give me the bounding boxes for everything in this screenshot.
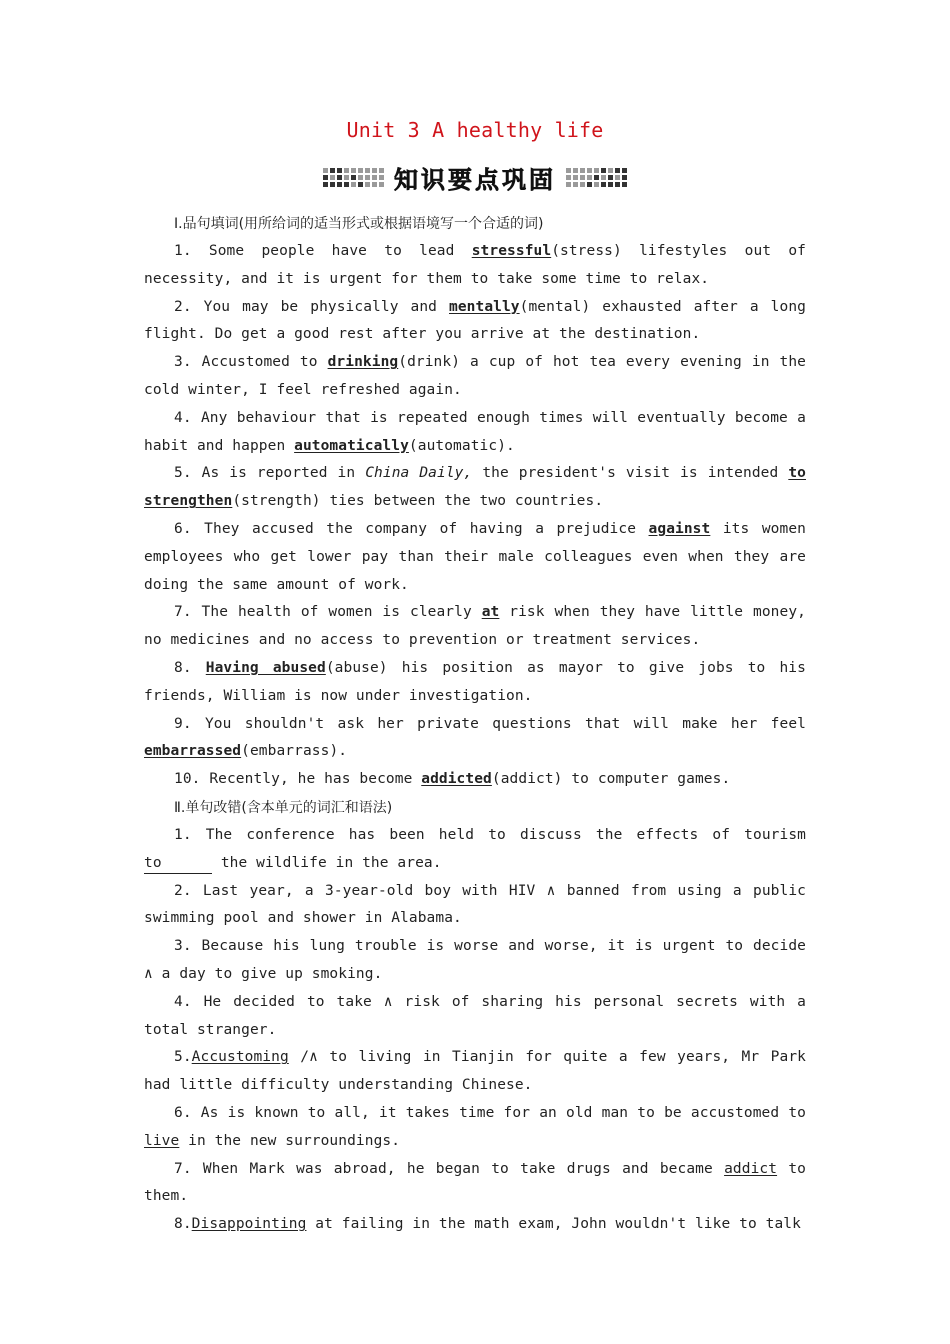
answer: against [648, 520, 711, 537]
fill-item-9: 9. You shouldn't ask her private questions that will make her feel embarrassed(embarrass). [144, 715, 806, 760]
fill-item-8: 8. Having abused(abuse) his position as mayor to give jobs to his friends, William is now under investigation. [144, 659, 806, 704]
answer: Having abused [205, 659, 326, 676]
italic-source: China Daily, [365, 465, 473, 482]
fill-item-3: 3. Accustomed to drinking(drink) a cup of hot tea every evening in the cold winter, I feel refreshed again. [144, 354, 807, 398]
correction-item-8: 8.Disappointing at failing in the math exam, John wouldn't like to talk [174, 1216, 801, 1233]
section-2-heading: Ⅱ.单句改错(含本单元的词汇和语法) [174, 799, 393, 816]
correction-item-2: 2. Last year, a 3-year-old boy with HIV ∧ banned from using a public swimming pool and shower in Alabama. [144, 882, 806, 927]
fill-item-10: 10. Recently, he has become addicted(addict) to computer games. [174, 771, 731, 788]
banner-heading: 知识要点巩固 [394, 165, 556, 194]
answer: embarrassed [144, 743, 242, 760]
document-title: Unit 3 A healthy life [346, 118, 604, 142]
answer: at [481, 604, 500, 621]
left-dot-ornament [323, 168, 384, 187]
right-dot-ornament [566, 168, 627, 187]
correction-item-6: 6. As is known to all, it takes time for an old man to be accustomed to live in the new surroundings. [144, 1104, 806, 1149]
error-word: Accustoming [191, 1049, 289, 1066]
fill-item-2: 2. You may be physically and mentally(mental) exhausted after a long flight. Do get a good rest after you arrive at the destination. [144, 298, 806, 343]
correction-item-1: 1. The conference has been held to discuss the effects of tourism to the wildlife in the area. [144, 822, 806, 878]
fill-item-7: 7. The health of women is clearly at risk when they have little money, no medicines and no access to prevention or treatment services. [144, 604, 806, 649]
document-page [144, 118, 806, 1239]
error-word: Disappointing [191, 1216, 307, 1233]
answer: drinking [327, 354, 399, 371]
fill-item-5: 5. As is reported in China Daily, the president's visit is intended to strengthen(strength) ties between the two countries. [144, 465, 806, 510]
correction-item-3: 3. Because his lung trouble is worse and worse, it is urgent to decide ∧ a day to give up smoking. [144, 938, 806, 982]
answer: to strengthen [144, 465, 806, 510]
fill-item-1: 1. Some people have to lead stressful(stress) lifestyles out of necessity, and it is urgent for them to take some time to relax. [144, 243, 806, 287]
section-1-heading: Ⅰ.品句填词(用所给词的适当形式或根据语境写一个合适的词) [174, 216, 544, 232]
answer: stressful [471, 243, 552, 259]
error-word: live [144, 1132, 180, 1149]
correction-item-7: 7. When Mark was abroad, he began to take drugs and became addict to them. [144, 1160, 806, 1205]
error-word: addict [724, 1160, 778, 1177]
answer: automatically [294, 437, 409, 454]
answer-blank: to [144, 853, 212, 874]
correction-item-5: 5.Accustoming /∧ to living in Tianjin for quite a few years, Mr Park had little difficulty understanding Chinese. [144, 1049, 806, 1094]
correction-item-4: 4. He decided to take ∧ risk of sharing his personal secrets with a total stranger. [144, 993, 806, 1038]
fill-item-6: 6. They accused the company of having a prejudice against its women employees who get lower pay than their male colleagues even when they are doing the same amount of work. [144, 520, 806, 593]
fill-item-4: 4. Any behaviour that is repeated enough times will eventually become a habit and happen automatically(automatic). [144, 409, 806, 454]
answer: mentally [449, 298, 520, 315]
answer: addicted [421, 771, 492, 788]
section-banner [144, 160, 806, 194]
